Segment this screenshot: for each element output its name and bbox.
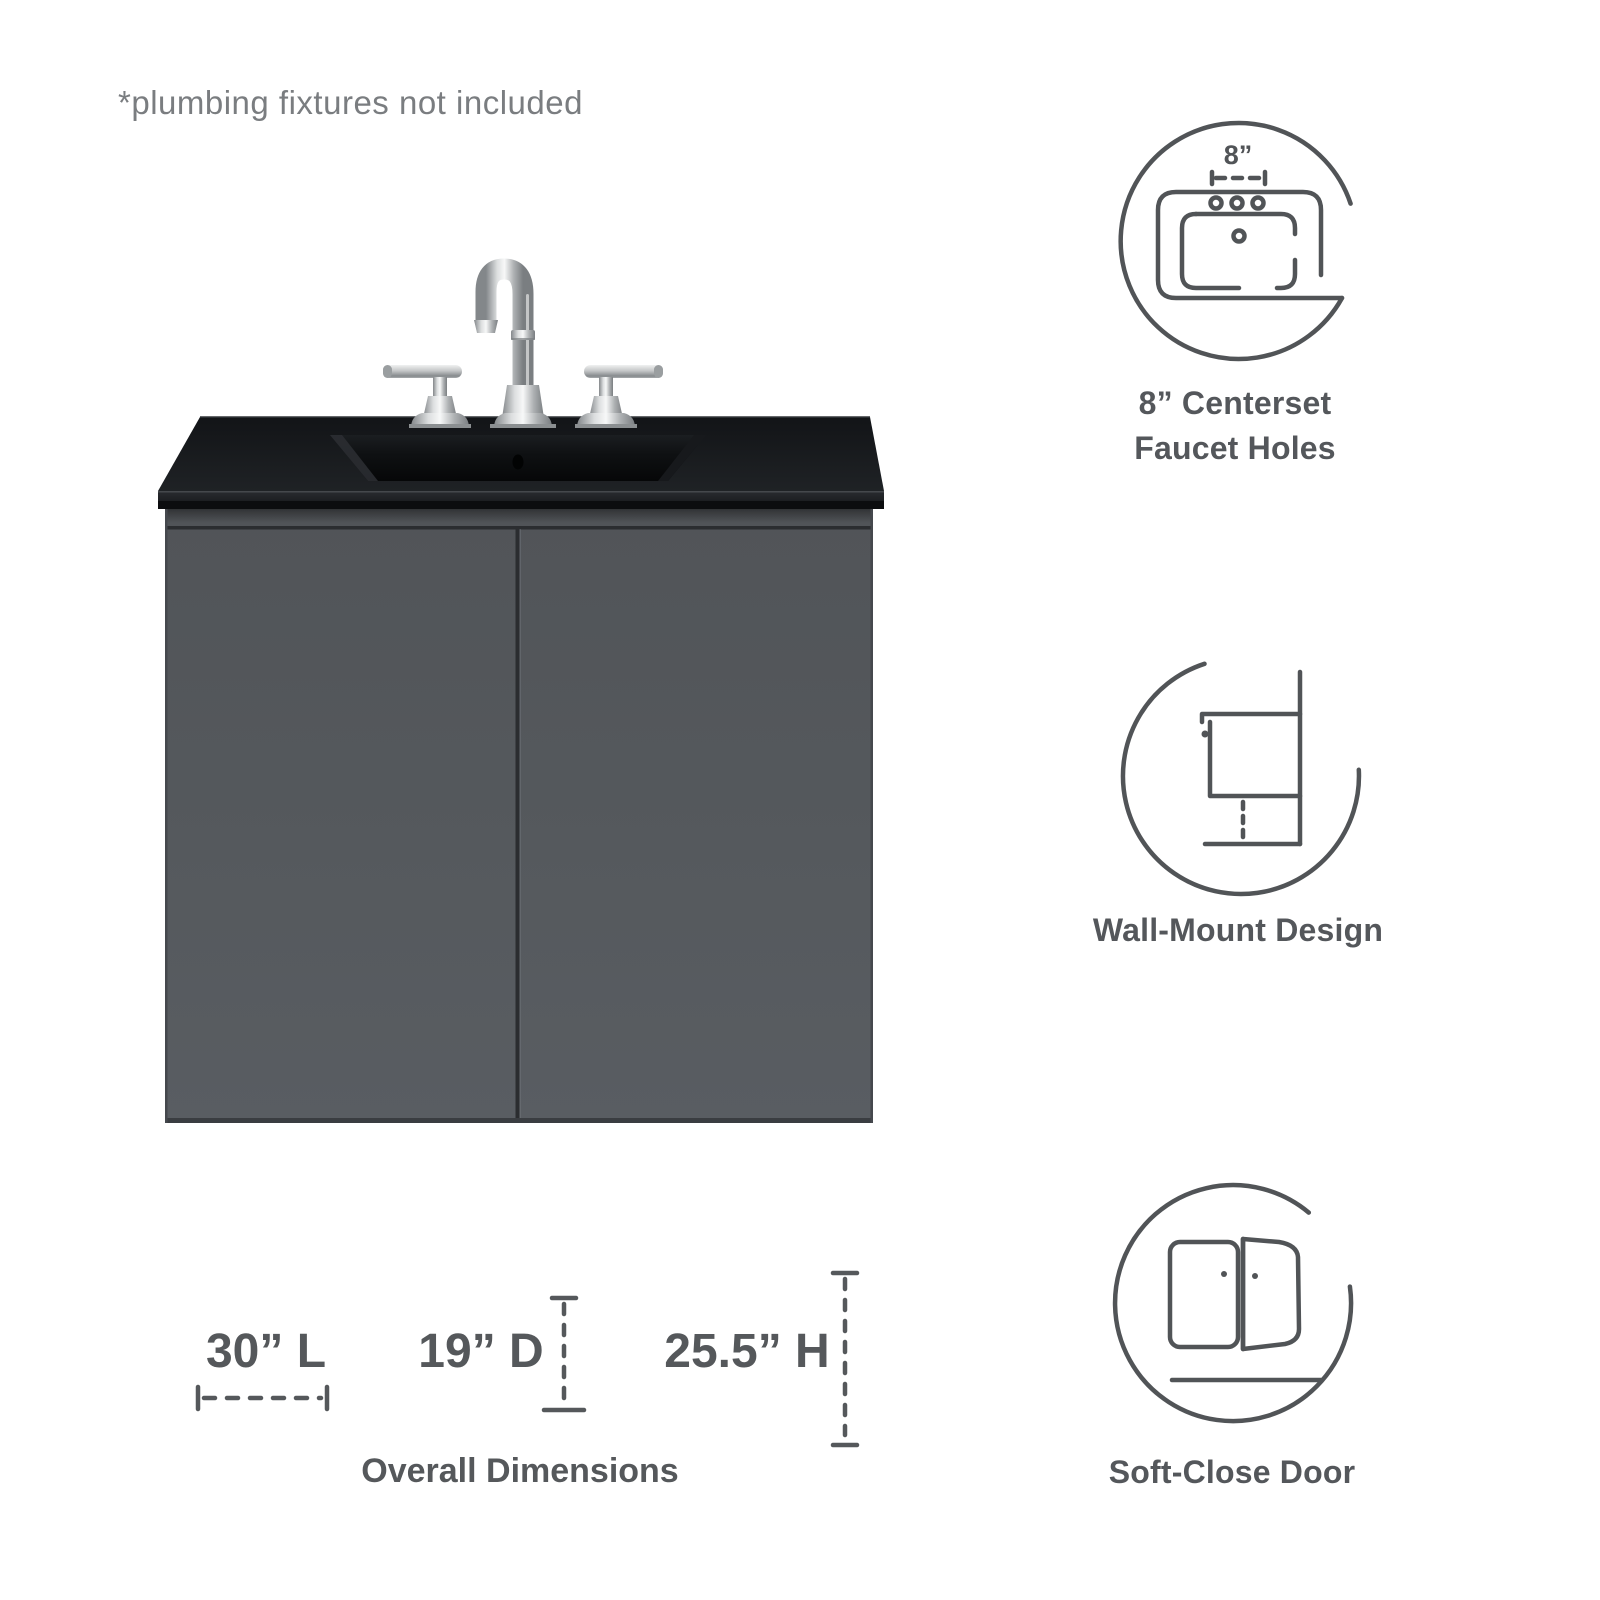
dimensions-caption: Overall Dimensions — [361, 1452, 679, 1490]
feature-label-soft-close: Soft-Close Door — [1108, 1454, 1356, 1490]
vanity-basin — [330, 435, 706, 481]
cabinet-door-gap — [516, 529, 520, 1123]
feature-label-wall-mount: Wall-Mount Design — [1092, 912, 1384, 948]
feature-label-faucet-holes — [1055, 381, 1415, 471]
door-knob-dot — [1221, 1271, 1227, 1277]
sink-faucet-holes-icon — [1109, 112, 1369, 372]
dimension-markers — [180, 1258, 880, 1462]
feature-label-line: 8” Centerset — [1138, 385, 1332, 421]
feature-label-line: Faucet Holes — [1134, 430, 1336, 466]
height-dimension-marker — [833, 1273, 857, 1445]
soft-close-door-icon — [1103, 1173, 1363, 1433]
dimension-length: 30” L — [205, 1325, 327, 1378]
wall-mount-icon — [1111, 646, 1371, 906]
depth-dimension-marker — [544, 1298, 584, 1410]
vanity-countertop — [158, 417, 884, 509]
icon-8in-dimension-label: 8” — [1223, 140, 1253, 170]
overflow-hole — [513, 455, 524, 470]
cabinet-knob-dot — [1202, 731, 1209, 738]
faucet-set — [383, 269, 663, 428]
length-dimension-marker — [198, 1387, 327, 1409]
plumbing-disclaimer-note: *plumbing fixtures not included — [118, 84, 583, 121]
dimension-depth: 19” D — [418, 1325, 544, 1378]
dimension-height: 25.5” H — [664, 1325, 830, 1378]
vanity-cabinet — [165, 507, 873, 1123]
vanity-product-image — [140, 210, 900, 1140]
door-knob-dot — [1252, 1273, 1258, 1279]
faucet-spout — [474, 269, 556, 428]
